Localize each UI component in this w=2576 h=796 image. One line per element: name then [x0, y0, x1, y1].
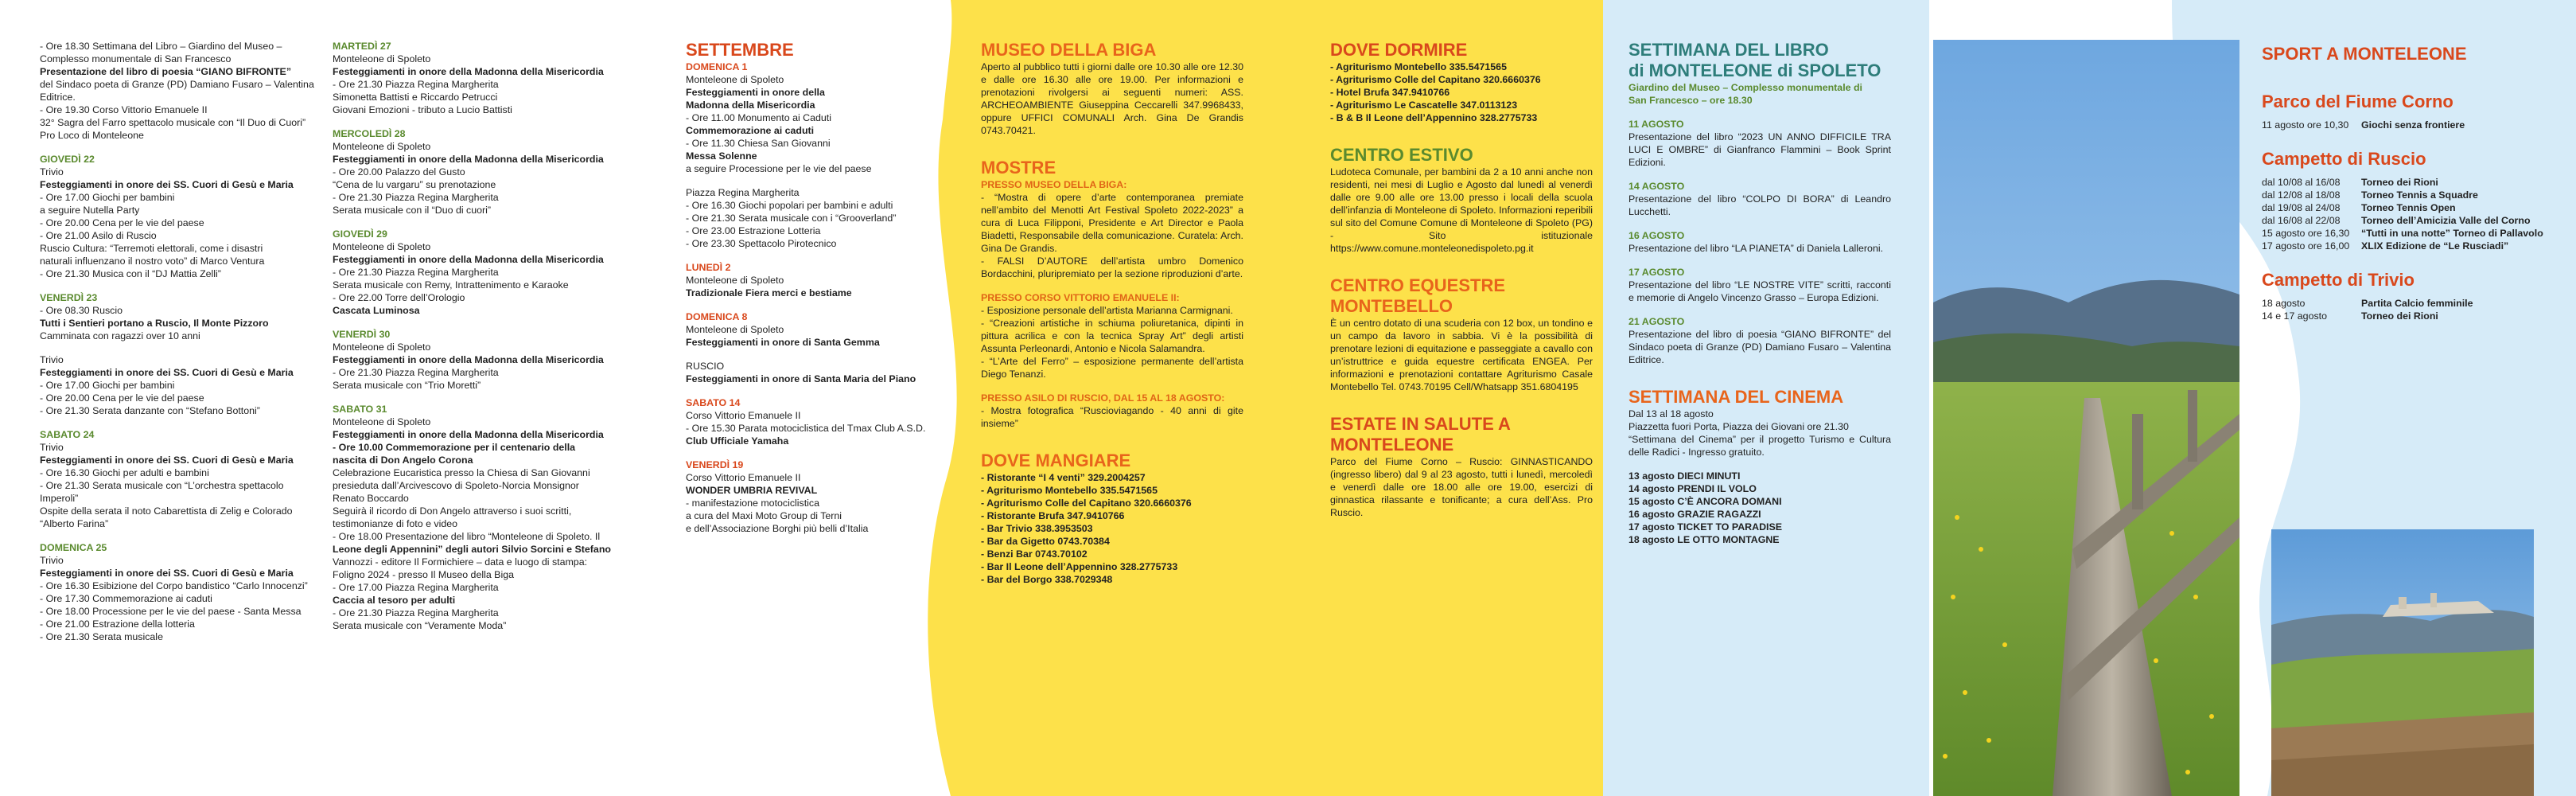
text-line: 14 AGOSTO	[1628, 181, 1685, 192]
text-line: - Ore 21.30 Serata danzante con “Stefano Bottoni”	[40, 405, 260, 416]
text-line: DOMENICA 8	[686, 311, 748, 322]
text-line: - Agriturismo Colle del Capitano 320.6660376	[981, 498, 1192, 509]
text-line: - Ore 17.00 Giochi per bambini	[40, 192, 175, 203]
text-line: 16 AGOSTO	[1628, 230, 1685, 241]
text-line: LUNEDÌ 2	[686, 262, 731, 273]
text-line: testimonianze di foto e video	[333, 518, 458, 529]
text-line: - Ore 18.30 Settimana del Libro – Giardino del Museo –	[40, 41, 282, 52]
text-line: - Ore 17.00 Piazza Regina Margherita	[333, 582, 499, 593]
text-line: - Ore 21.00 Estrazione della lotteria	[40, 618, 195, 630]
sport-event: Torneo Tennis Open	[2361, 202, 2456, 213]
sport-row	[2262, 240, 2540, 252]
text-line: Parco del Fiume Corno – Ruscio: GINNASTICANDO (ingresso libero) dal 9 al 23 agosto, tutti i lunedì, mercoledì e venerdì dalle ore 18.00 alle ore 19.00, esercizi di ginnastica rilassante e tonificante; a cura dell’Ass. Pro Ruscio.	[1330, 456, 1593, 518]
spacer	[40, 342, 334, 353]
spacer	[981, 430, 1243, 451]
text-line: - Mostra fotografica “Ruscioviagando - 40 anni di gite insieme”	[981, 405, 1243, 429]
spacer	[981, 280, 1243, 291]
sport-date: 15 agosto ore 16,30	[2262, 228, 2350, 239]
text-line: - Ore 16.30 Esibizione del Corpo bandistico “Carlo Innocenzi”	[40, 580, 308, 591]
text-line: - Bar da Gigetto 0743.70384	[981, 536, 1110, 547]
text-line: MOSTRE	[981, 158, 1056, 178]
text-line: 17 agosto TICKET TO PARADISE	[1628, 521, 1782, 533]
text-line: SABATO 14	[686, 397, 741, 408]
text-line: - B & B Il Leone dell’Appennino 328.2775733	[1330, 112, 1538, 123]
text-line: 14 agosto PRENDI IL VOLO	[1628, 483, 1757, 494]
text-line: Festeggiamenti in onore dei SS. Cuori di Gesù e Maria	[40, 455, 294, 466]
text-line: Camminata con ragazzi over 10 anni	[40, 330, 200, 341]
text-line: - Ore 21.30 Serata musicale	[40, 631, 163, 642]
text-line: - Ore 11.30 Chiesa San Giovanni	[686, 138, 831, 149]
text-line: Presentazione del libro “COLPO DI BORA” di Leandro Lucchetti.	[1628, 193, 1891, 217]
text-line: - Ore 15.30 Parata motociclistica del Tmax Club A.S.D.	[686, 423, 926, 434]
text-line: - Ore 21.30 Serata musicale con “L’orchestra spettacolo	[40, 480, 284, 491]
sport-row	[2262, 201, 2540, 214]
spacer	[686, 299, 948, 310]
text-line: GIOVEDÌ 29	[333, 228, 387, 240]
column-libro-cinema	[1628, 40, 1891, 546]
text-line: - Ore 21.00 Asilo di Ruscio	[40, 230, 157, 241]
text-line: Festeggiamenti in onore della Madonna della Misericordia	[333, 254, 604, 265]
sport-event: Partita Calcio femminile	[2361, 298, 2473, 309]
text-line: a cura del Maxi Moto Group di Terni	[686, 510, 842, 521]
text-line: - Ore 10.00 Commemorazione per il centenario della	[333, 442, 576, 453]
text-line: - Bar Il Leone dell’Appennino 328.2775733	[981, 561, 1178, 572]
text-line: Leone degli Appennini” degli autori Silvio Sorcini e Stefano	[333, 544, 611, 555]
text-line: Festeggiamenti in onore dei SS. Cuori di Gesù e Maria	[40, 568, 294, 579]
text-line: SETTIMANA DEL CINEMA	[1628, 387, 1844, 407]
text-line: Tradizionale Fiera merci e bestiame	[686, 287, 852, 298]
sport-event: Torneo dei Rioni	[2361, 310, 2438, 322]
text-line: 18 agosto LE OTTO MONTAGNE	[1628, 534, 1780, 545]
text-line: 16 agosto GRAZIE RAGAZZI	[1628, 509, 1761, 520]
text-line: naturali influenzano il nostro voto” di Marco Ventura	[40, 256, 265, 267]
text-line: Festeggiamenti in onore della	[686, 87, 825, 98]
text-line: Festeggiamenti in onore di Santa Maria del Piano	[686, 373, 916, 384]
text-line: Trivio	[40, 166, 64, 178]
text-line: Commemorazione ai caduti	[686, 125, 815, 136]
text-line: Foligno 2024 - presso Il Museo della Biga	[333, 569, 514, 580]
text-line: Editrice.	[40, 92, 76, 103]
text-line: Corso Vittorio Emanuele II	[686, 410, 801, 421]
text-line: Festeggiamenti in onore dei SS. Cuori di Gesù e Maria	[40, 367, 294, 378]
spacer	[1330, 255, 1593, 275]
text-line: DOMENICA 25	[40, 542, 107, 553]
text-line: - Ore 16.30 Giochi popolari per bambini e adulti	[686, 200, 893, 211]
text-line: PRESSO CORSO VITTORIO EMANUELE II:	[981, 292, 1180, 303]
text-line: 15 agosto C’È ANCORA DOMANI	[1628, 496, 1782, 507]
spacer	[686, 250, 948, 261]
text-line: Dal 13 al 18 agosto	[1628, 408, 1714, 419]
text-line: - Ristorante “I 4 venti” 329.2004257	[981, 472, 1146, 483]
sport-event: Torneo dell’Amicizia Valle del Corno	[2361, 215, 2531, 226]
text-line: - Ore 21.30 Piazza Regina Margherita	[333, 367, 499, 378]
sport-row	[2262, 297, 2540, 310]
text-line: nascita di Don Angelo Corona	[333, 455, 473, 466]
spacer	[686, 385, 948, 396]
text-line: - Ore 21.30 Piazza Regina Margherita	[333, 192, 499, 203]
text-line: - manifestazione motociclistica	[686, 498, 820, 509]
column-museum-mostre-mangiare	[981, 40, 1243, 586]
text-line: - Ore 21.30 Musica con il “DJ Mattia Zelli”	[40, 268, 221, 279]
text-line: Imperoli”	[40, 493, 79, 504]
text-line: Renato Boccardo	[333, 493, 409, 504]
text-line: a seguire Processione per le vie del paese	[686, 163, 872, 174]
text-line: Complesso monumentale di San Francesco	[40, 53, 232, 64]
spacer	[40, 280, 334, 291]
spacer	[981, 380, 1243, 392]
trivio-table	[2262, 297, 2540, 322]
text-line: RUSCIO	[686, 361, 725, 372]
text-line: - Agriturismo Montebello 335.5471565	[1330, 61, 1507, 72]
text-line: Corso Vittorio Emanuele II	[686, 472, 801, 483]
column-september-events	[686, 40, 948, 535]
sport-row	[2262, 176, 2540, 189]
text-line: PRESSO ASILO DI RUSCIO, DAL 15 AL 18 AGOSTO:	[981, 392, 1225, 404]
text-line: - Ore 19.30 Corso Vittorio Emanuele II	[40, 104, 208, 115]
text-line: Presentazione del libro “2023 UN ANNO DIFFICILE TRA LUCI E OMBRE” di Gianfranco Flammini – Book Sprint Edizioni.	[1628, 131, 1891, 168]
text-line: Aperto al pubblico tutti i giorni dalle ore 10.30 alle ore 12.30 e dalle ore 16.30 alle ore 19.00. Per informazioni e prenotazioni rivolgersi ai seguenti numeri: ASS. ARCHEOAMBIENTE Giuseppina Ceccarelli 347.9968433, oppure UFFICI COMUNALI Arch. Gina De Grandis 0743.70421.	[981, 61, 1243, 136]
text-line: - Agriturismo Le Cascatelle 347.0113123	[1330, 100, 1518, 111]
text-line: - Agriturismo Colle del Capitano 320.6660376	[1330, 74, 1541, 85]
parco-row: 11 agosto ore 10,30 Giochi senza frontiere	[2262, 119, 2465, 131]
column-dormire-centri	[1330, 40, 1593, 519]
text-line: Presentazione del libro di poesia “GIANO BIFRONTE” del Sindaco poeta di Granze (PD) Damiano Fusaro – Valentina Editrice.	[1628, 329, 1891, 365]
text-line: 13 agosto DIECI MINUTI	[1628, 470, 1741, 482]
text-line: - Ore 23.00 Estrazione Lotteria	[686, 225, 821, 236]
spacer	[1628, 458, 1891, 470]
text-line: - Ristorante Brufa 347.9410766	[981, 510, 1125, 521]
text-line: e dell’Associazione Borghi più belli d’Italia	[686, 523, 869, 534]
spacer	[1628, 255, 1891, 266]
text-line: San Francesco – ore 18.30	[1628, 95, 1753, 106]
text-line: - Ore 21.30 Piazza Regina Margherita	[333, 267, 499, 278]
text-line: Festeggiamenti in onore di Santa Gemma	[686, 337, 880, 348]
text-line: Caccia al tesoro per adulti	[333, 595, 456, 606]
text-line: - Ore 20.00 Cena per le vie del paese	[40, 392, 204, 404]
text-line: - Ore 23.30 Spettacolo Pirotecnico	[686, 238, 837, 249]
text-line: - Bar del Borgo 338.7029348	[981, 574, 1113, 585]
text-line: Piazzetta fuori Porta, Piazza dei Giovani ore 21.30	[1628, 421, 1849, 432]
text-line: MARTEDÌ 27	[333, 41, 391, 52]
text-line: CENTRO ESTIVO	[1330, 145, 1473, 165]
text-line: WONDER UMBRIA REVIVAL	[686, 485, 818, 496]
text-line: ESTATE IN SALUTE A MONTELEONE	[1330, 414, 1511, 455]
spacer	[40, 417, 334, 428]
text-line: Monteleone di Spoleto	[686, 74, 784, 85]
text-line: - Ore 20.00 Cena per le vie del paese	[40, 217, 204, 228]
sport-date: 14 e 17 agosto	[2262, 310, 2327, 322]
text-line: Club Ufficiale Yamaha	[686, 435, 789, 447]
text-line: Festeggiamenti in onore della Madonna della Misericordia	[333, 429, 604, 440]
sport-row	[2262, 310, 2540, 322]
sport-date: dal 16/08 al 22/08	[2262, 215, 2341, 226]
sport-event: Torneo Tennis a Squadre	[2361, 189, 2478, 201]
text-line: Presentazione del libro di poesia “GIANO BIFRONTE”	[40, 66, 292, 77]
text-line: - Ore 22.00 Torre dell’Orologio	[333, 292, 465, 303]
parco-title: Parco del Fiume Corno	[2262, 92, 2453, 111]
text-line: Vannozzi - editore Il Formichiere – data e luogo di stampa:	[333, 556, 588, 568]
text-line: “Settimana del Cinema” per il progetto Turismo e Cultura delle Radici - Ingresso gratuito.	[1628, 434, 1891, 458]
text-line: - Benzi Bar 0743.70102	[981, 548, 1088, 560]
text-line: 17 AGOSTO	[1628, 267, 1685, 278]
text-line: SETTEMBRE	[686, 40, 794, 60]
text-line: MERCOLEDÌ 28	[333, 128, 406, 139]
text-line: Cascata Luminosa	[333, 305, 420, 316]
text-line: Serata musicale con Remy, Intrattenimento e Karaoke	[333, 279, 569, 291]
text-line: DOMENICA 1	[686, 61, 748, 72]
sport-event: XLIX Edizione de “Le Rusciadi”	[2361, 240, 2509, 252]
text-line: Trivio	[40, 442, 64, 453]
text-line: del Sindaco poeta di Granze (PD) Damiano Fusaro – Valentina	[40, 79, 314, 90]
spacer	[981, 137, 1243, 158]
text-line: Simonetta Battisti e Riccardo Petrucci	[333, 92, 498, 103]
text-line: Pro Loco di Monteleone	[40, 130, 144, 141]
text-line: Seguirà il ricordo di Don Angelo attraverso i suoi scritti,	[333, 505, 572, 517]
text-line: “Cena de lu vargaru” su prenotazione	[333, 179, 496, 190]
sport-event: “Tutti in una notte” Torneo di Pallavolo	[2361, 228, 2543, 239]
landscape-photo-village	[2271, 529, 2534, 796]
text-line: Celebrazione Eucaristica presso la Chiesa di San Giovanni	[333, 467, 590, 478]
text-line: DOVE DORMIRE	[1330, 40, 1468, 60]
text-line: Festeggiamenti in onore della Madonna della Misericordia	[333, 354, 604, 365]
text-line: Tutti i Sentieri portano a Ruscio, Il Monte Pizzoro	[40, 318, 269, 329]
text-line: Piazza Regina Margherita	[686, 187, 800, 198]
text-line: - FALSI D’AUTORE dell’artista umbro Domenico Bordacchini, pluripremiato per la sezione riproduzioni d’arte.	[981, 256, 1243, 279]
text-line: Serata musicale con “Veramente Moda”	[333, 620, 507, 631]
column-late-august-events	[333, 40, 627, 632]
text-line: - Ore 11.00 Monumento ai Caduti	[686, 112, 831, 123]
text-line: DOVE MANGIARE	[981, 451, 1131, 470]
text-line: CENTRO EQUESTRE MONTEBELLO	[1330, 275, 1506, 316]
spacer	[686, 349, 948, 360]
text-line: Ludoteca Comunale, per bambini da 2 a 10 anni anche non residenti, nei mesi di Luglio e Agosto dal lunedì al venerdì dalle ore 9.00 alle ore 13.00 presso i locali della scuola dell’infanzia di Monteleone di Spoleto. Informazioni reperibili sul sito del Comune Comune di Monteleone di Spoleto (PG) - Sito istituzionale https://www.comune.monteleonedispoleto.pg.it	[1330, 166, 1593, 254]
text-line: - Ore 21.30 Serata musicale con i “Grooverland”	[686, 213, 897, 224]
sport-date: 18 agosto	[2262, 298, 2306, 309]
text-line: VENERDÌ 30	[333, 329, 391, 340]
text-line: - Ore 17.30 Commemorazione ai caduti	[40, 593, 212, 604]
text-line: - Hotel Brufa 347.9410766	[1330, 87, 1450, 98]
sport-row	[2262, 189, 2540, 201]
spacer	[333, 317, 627, 328]
text-line: Giovani Emozioni - tributo a Lucio Battisti	[333, 104, 512, 115]
text-line: Presentazione del libro “LE NOSTRE VITE” scritti, racconti e memorie di Angelo Vincenzo Grasso – Europa Edizioni.	[1628, 279, 1891, 303]
text-line: - Ore 21.30 Piazza Regina Margherita	[333, 79, 499, 90]
spacer	[1628, 366, 1891, 387]
text-line: - Ore 21.30 Piazza Regina Margherita	[333, 607, 499, 618]
text-line: PRESSO MUSEO DELLA BIGA:	[981, 179, 1127, 190]
text-line: “Alberto Farina”	[40, 518, 109, 529]
spacer	[1330, 393, 1593, 414]
text-line: 21 AGOSTO	[1628, 316, 1685, 327]
spacer	[1628, 304, 1891, 315]
text-line: - Ore 16.30 Giochi per adulti e bambini	[40, 467, 209, 478]
text-line: 11 AGOSTO	[1628, 119, 1684, 130]
text-line: Festeggiamenti in onore della Madonna della Misericordia	[333, 66, 604, 77]
text-line: SABATO 31	[333, 404, 387, 415]
text-line: a seguire Nutella Party	[40, 205, 140, 216]
text-line: - Ore 17.00 Giochi per bambini	[40, 380, 175, 391]
text-line: SABATO 24	[40, 429, 95, 440]
text-line: - Bar Trivio 338.3953503	[981, 523, 1093, 534]
ruscio-title: Campetto di Ruscio	[2262, 149, 2426, 169]
sport-date: dal 12/08 al 18/08	[2262, 189, 2341, 201]
spacer	[333, 392, 627, 403]
text-line: Trivio	[40, 354, 64, 365]
text-line: Trivio	[40, 555, 64, 566]
text-line: SETTIMANA DEL LIBRO	[1628, 40, 1829, 60]
text-line: MUSEO DELLA BIGA	[981, 40, 1157, 60]
text-line: Ruscio Cultura: “Terremoti elettorali, come i disastri	[40, 243, 263, 254]
spacer	[1628, 218, 1891, 229]
text-line: Festeggiamenti in onore dei SS. Cuori di Gesù e Maria	[40, 179, 294, 190]
spacer	[40, 530, 334, 541]
text-line: - Esposizione personale dell’artista Marianna Carmignani.	[981, 305, 1233, 316]
spacer	[1628, 169, 1891, 180]
spacer	[333, 217, 627, 228]
text-line: Festeggiamenti in onore della Madonna della Misericordia	[333, 154, 604, 165]
text-line: - “Mostra di opere d’arte contemporanea premiate nell’ambito del Menotti Art Festival Spoleto 2022-2023” a cura di Luca Filipponi, Presidente e Art Director e Paola Biadetti, Responsabile della comunicazione. Curatela: Arch. Gina De Grandis.	[981, 192, 1243, 254]
text-line: Ospite della serata il noto Cabarettista di Zelig e Colorado	[40, 505, 293, 517]
text-line: Monteleone di Spoleto	[333, 141, 431, 152]
spacer	[1628, 107, 1891, 118]
text-line: - Ore 20.00 Palazzo del Gusto	[333, 166, 465, 178]
text-line: - Agriturismo Montebello 335.5471565	[981, 485, 1158, 496]
text-line: Giardino del Museo – Complesso monumentale di	[1628, 82, 1862, 93]
text-line: Serata musicale con il “Duo di cuori”	[333, 205, 492, 216]
text-line: Monteleone di Spoleto	[333, 416, 431, 427]
landscape-photo-fence	[1933, 40, 2239, 796]
spacer	[686, 175, 948, 186]
sport-event: Torneo dei Rioni	[2361, 177, 2438, 188]
text-line: 32° Sagra del Farro spettacolo musicale con “Il Duo di Cuori”	[40, 117, 306, 128]
text-line: Serata musicale con “Trio Moretti”	[333, 380, 481, 391]
text-line: Monteleone di Spoleto	[333, 53, 431, 64]
text-line: - Ore 08.30 Ruscio	[40, 305, 123, 316]
spacer	[1330, 124, 1593, 145]
spacer	[686, 447, 948, 458]
sport-section	[2262, 44, 2543, 322]
text-line: Presentazione del libro “LA PIANETA” di Daniela Lalleroni.	[1628, 243, 1884, 254]
text-line: VENERDÌ 19	[686, 459, 744, 470]
spacer	[40, 142, 334, 153]
text-line: Monteleone di Spoleto	[333, 341, 431, 353]
sport-date: dal 19/08 al 24/08	[2262, 202, 2341, 213]
text-line: - “L’Arte del Ferro” – esposizione permanente dell’artista Diego Tenanzi.	[981, 356, 1243, 380]
text-line: VENERDÌ 23	[40, 292, 98, 303]
text-line: - Ore 18.00 Processione per le vie del paese - Santa Messa	[40, 606, 302, 617]
text-line: Monteleone di Spoleto	[686, 324, 784, 335]
spacer	[333, 116, 627, 127]
ruscio-table	[2262, 176, 2543, 252]
sport-row	[2262, 227, 2543, 240]
text-line: - Ore 18.00 Presentazione del libro “Monteleone di Spoleto. Il	[333, 531, 601, 542]
sport-date: 17 agosto ore 16,00	[2262, 240, 2350, 252]
text-line: di MONTELEONE di SPOLETO	[1628, 60, 1881, 80]
text-line: - “Creazioni artistiche in schiuma poliuretanica, dipinti in pittura acrilica e con la tecnica Spray Art” degli artisti Assunta Perleonardi, Antonio e Nicola Salamandra.	[981, 318, 1243, 354]
text-line: Messa Solenne	[686, 150, 757, 162]
text-line: GIOVEDÌ 22	[40, 154, 95, 165]
trivio-title: Campetto di Trivio	[2262, 270, 2415, 290]
sport-date: dal 10/08 al 16/08	[2262, 177, 2341, 188]
column-july-august-events	[40, 40, 334, 643]
sport-title: SPORT A MONTELEONE	[2262, 44, 2467, 64]
text-line: Monteleone di Spoleto	[686, 275, 784, 286]
text-line: presieduta dall’Arcivescovo di Spoleto-Norcia Monsignor	[333, 480, 579, 491]
sport-row	[2262, 214, 2540, 227]
text-line: Monteleone di Spoleto	[333, 241, 431, 252]
text-line: Madonna della Misericordia	[686, 100, 815, 111]
text-line: È un centro dotato di una scuderia con 12 box, un tondino e un campo da lavoro in sabbia. Vi è la possibilità di prenotare lezioni di equitazione e passeggiate a cavallo con un’istruttrice e guida equestre certificata ENGEA. Per informazioni e prenotazioni contattare Agriturismo Casale Montebello Tel. 0743.70195 Cell/Whatsapp 351.6804195	[1330, 318, 1593, 392]
